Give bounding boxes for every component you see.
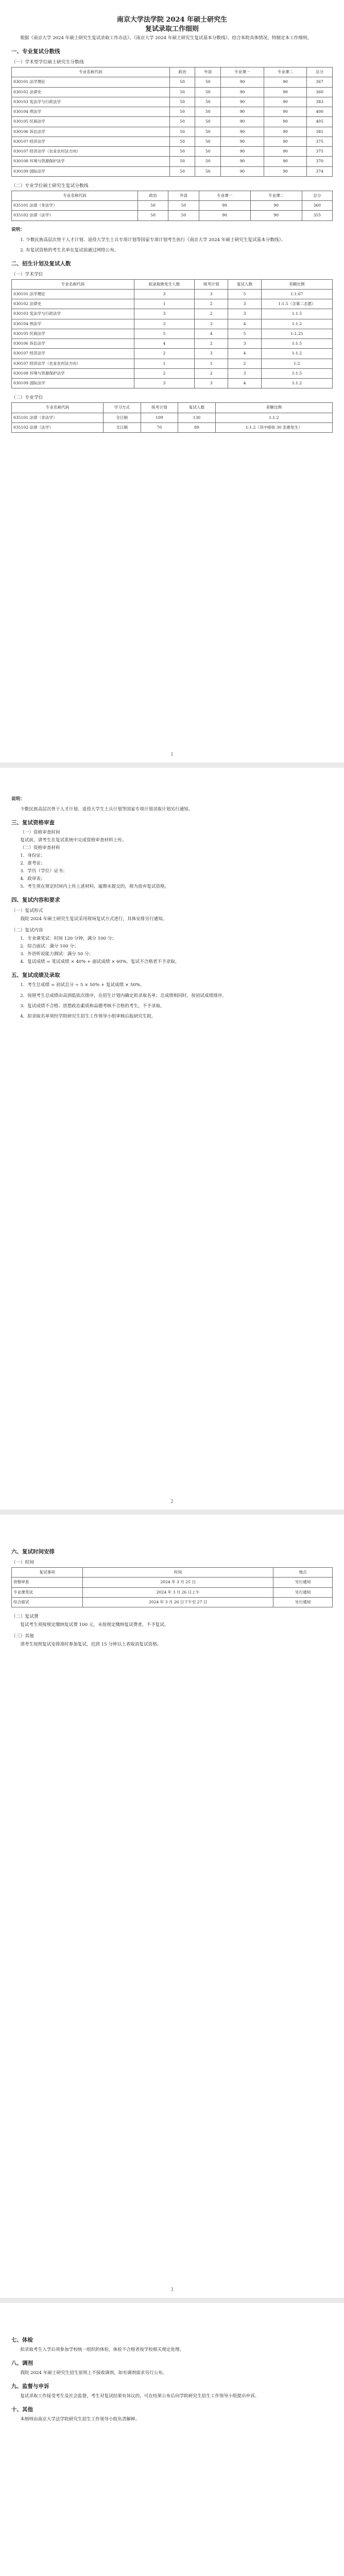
- table-cell: 90: [264, 117, 307, 127]
- table-cell: 030102 法律史: [12, 299, 134, 309]
- table-header-cell: 统考计划: [195, 279, 228, 289]
- list-item: （一）资格审查时间: [20, 830, 60, 836]
- table-cell: 50: [137, 201, 168, 211]
- table-cell: 50: [169, 97, 195, 107]
- table-cell: 全日制: [103, 422, 141, 432]
- table-professional-plan: [11, 402, 333, 433]
- table-header-cell: 复试人数: [228, 279, 262, 289]
- list-item: 4．政审表；: [20, 876, 45, 882]
- table-cell: 367: [307, 77, 333, 87]
- table-row: [12, 349, 333, 359]
- table-cell: 030102 法律史: [12, 87, 170, 97]
- table-cell: 3: [195, 379, 228, 388]
- section-9-heading: 九、监督与申诉: [11, 2383, 49, 2390]
- intro-paragraph: 根据《南京大学 2024 年硕士研究生复试录取工作办法》、《南京大学 2024 年硕士研究生复试基本分数线》，结合本院具体情况，特制定本工作细则。: [20, 36, 312, 41]
- table-cell: 1:1.2: [261, 349, 332, 359]
- table-cell: 70: [141, 422, 178, 432]
- table-cell: 030106 诉讼法学: [12, 339, 134, 349]
- table-row: [12, 1597, 333, 1607]
- table-header-cell: 差额比例: [261, 279, 332, 289]
- table-cell: 3: [134, 289, 194, 299]
- table-cell: 355: [302, 211, 332, 221]
- table-cell: 2024 年 3 月 26 日上午: [83, 1587, 273, 1597]
- section-8-heading: 八、调剂: [11, 2360, 33, 2367]
- table-cell: 5: [228, 329, 262, 338]
- table-cell: 专业课笔试: [12, 1587, 83, 1597]
- table-row: [12, 368, 333, 378]
- table-cell: 383: [307, 97, 333, 107]
- table-cell: 50: [195, 97, 221, 107]
- table-cell: 1:2: [261, 359, 332, 368]
- table-cell: 50: [195, 137, 221, 146]
- table-cell: 035101 法律（非法学）: [12, 201, 138, 211]
- table-cell: 90: [264, 137, 307, 146]
- table-cell: 89: [178, 422, 216, 432]
- table-cell: 90: [221, 127, 264, 137]
- table-cell: 360: [302, 201, 332, 211]
- table-cell: 030107 经济法学: [12, 349, 134, 359]
- table-cell: 90: [264, 87, 307, 97]
- table-cell: 90: [221, 107, 264, 117]
- page-3: [0, 1515, 344, 2303]
- note-line: 1. 少数民族高层次骨干人才计划、退役大学生士兵专项计划等国家专项计划考生执行《南京大学 2024 年硕士研究生复试基本分数线》。: [20, 237, 286, 243]
- table-cell: 资格审查: [12, 1578, 83, 1587]
- table-cell: 381: [307, 127, 333, 137]
- table-cell: 2024 年 3 月 25 日: [83, 1578, 273, 1587]
- table-cell: 030107 经济法学（农业农村法方向）: [12, 359, 134, 368]
- table-cell: 1: [134, 299, 194, 309]
- table-cell: 3: [228, 309, 262, 319]
- table-cell: 90: [221, 87, 264, 97]
- table-cell: 1:1.67: [261, 289, 332, 299]
- table-cell: 030107 经济法学: [12, 137, 170, 146]
- table-cell: 375: [307, 137, 333, 146]
- table-cell: 2: [134, 368, 194, 378]
- table-cell: 90: [199, 211, 250, 221]
- table-cell: 1:1.25: [261, 329, 332, 338]
- table-row: [12, 147, 333, 157]
- table-cell: 035102 法律（法学）: [12, 422, 104, 432]
- table-row: [12, 87, 333, 97]
- body-8: 我院 2024 年硕士研究生招生原则上不接收调剂，如有调剂需求另行公布。: [20, 2370, 167, 2376]
- sub-a-heading: （一）复试形式: [11, 908, 43, 914]
- table-header-cell: 专业名称代码: [12, 191, 138, 200]
- table-cell: 90: [264, 107, 307, 117]
- table-row: [12, 107, 333, 117]
- table-cell: 50: [169, 157, 195, 166]
- table-cell: 90: [221, 157, 264, 166]
- table-row: [12, 299, 333, 309]
- table-cell: 90: [264, 147, 307, 157]
- table-header-cell: 专业名称代码: [12, 67, 170, 77]
- table-cell: 4: [228, 349, 262, 359]
- table-cell: 030108 环境与资源保护法学: [12, 157, 170, 166]
- sub-fee-heading: （二）复试费: [11, 1614, 39, 1619]
- list-item: （二）资格审查材料: [20, 845, 60, 851]
- table-cell: 5: [228, 289, 262, 299]
- sub-time-heading: （一）时间: [11, 1560, 34, 1565]
- table-cell: 3: [134, 319, 194, 329]
- table-cell: 4: [228, 379, 262, 388]
- table-row: [12, 211, 333, 221]
- table-cell: 50: [195, 107, 221, 117]
- table-cell: 3: [228, 368, 262, 378]
- table-professional-cutoff: [11, 191, 333, 221]
- list-item: 1．专业课笔试：时间 120 分钟，满分 100 分；: [20, 936, 116, 942]
- table-cell: 50: [169, 137, 195, 146]
- table-cell: 50: [169, 87, 195, 97]
- table-row: [12, 379, 333, 388]
- table-cell: 50: [195, 87, 221, 97]
- table-cell: 90: [264, 127, 307, 137]
- table-cell: 50: [195, 147, 221, 157]
- list-item: 3．外语听说能力测试：满分 50 分；: [20, 952, 94, 957]
- table-cell: 375: [307, 147, 333, 157]
- body-7: 拟录取考生入学后须参加学校统一组织的体检，体检不合格者按学校相关规定处理。: [20, 2347, 184, 2352]
- table-cell: 90: [221, 166, 264, 176]
- table-cell: 030109 国际法学: [12, 379, 134, 388]
- note-line: 2. 有复试资格的考生名单在复试前通过网络公布。: [20, 247, 119, 253]
- section-10-heading: 十、其他: [11, 2406, 33, 2413]
- table-row: [12, 97, 333, 107]
- table-header-cell: 外语: [195, 67, 221, 77]
- body-5b: 2．按照考生总成绩由高到低依次排序，在招生计划内确定拟录取名单；总成绩相同时，按初试成绩排序。: [20, 993, 227, 998]
- qualification-list: [11, 829, 333, 891]
- note-label: 说明：: [11, 796, 25, 802]
- table-cell: 3: [134, 309, 194, 319]
- table-cell: 1:1.2: [215, 413, 332, 422]
- other-body: 请考生按照复试安排准时参加复试，迟到 15 分钟以上者取消复试资格。: [20, 1642, 162, 1648]
- table-cell: 50: [195, 77, 221, 87]
- table-cell: 030104 刑法学: [12, 319, 134, 329]
- section-7-heading: 七、体检: [11, 2337, 33, 2343]
- table-cell: 3: [195, 349, 228, 359]
- page-number: 1: [170, 752, 174, 757]
- table-cell: 90: [264, 77, 307, 87]
- table-header-cell: 复试事项: [12, 1568, 83, 1578]
- page-number: 3: [170, 2287, 174, 2293]
- section-6-heading: 六、复试时间安排: [11, 1549, 55, 1555]
- table-cell: 另行通知: [273, 1597, 333, 1607]
- table-cell: 374: [307, 166, 333, 176]
- table-cell: 405: [307, 117, 333, 127]
- table-cell: 3: [228, 299, 262, 309]
- table-cell: 2: [195, 339, 228, 349]
- body-5d: 4．拟录取名单须经学院研究生招生工作领导小组审核后报研究生院。: [20, 1013, 156, 1019]
- table-cell: 1:1.2（其中接收 30 名推免生）: [215, 422, 332, 432]
- title-line-1: 南京大学法学院 2024 年硕士研究生: [116, 16, 228, 24]
- table-cell: 1:1.5: [261, 368, 332, 378]
- title-line-2: 复试录取工作细则: [145, 25, 199, 33]
- section-5-heading: 五、复试成绩及录取: [11, 972, 60, 979]
- table-header-cell: 专业名称代码: [12, 279, 134, 289]
- list-item: 1．身份证；: [20, 853, 45, 859]
- list-item: 3．学历（学位）证书；: [20, 869, 67, 874]
- table-row: [12, 127, 333, 137]
- table-cell: 90: [221, 97, 264, 107]
- table-cell: 50: [195, 117, 221, 127]
- table-header-cell: 总分: [302, 191, 332, 200]
- table-row: [12, 329, 333, 338]
- table-cell: 90: [221, 147, 264, 157]
- table-header-cell: 专业名称代码: [12, 403, 104, 413]
- table-header-cell: 学习方式: [103, 403, 141, 413]
- table-cell: 50: [168, 211, 199, 221]
- list-item: 4．复试成绩 = 笔试成绩 × 40% + 面试成绩 × 60%，复试不合格者不予录取。: [20, 959, 180, 965]
- table-cell: 2: [228, 359, 262, 368]
- table-cell: 030105 民商法学: [12, 117, 170, 127]
- table-header-cell: 复试人数: [178, 403, 216, 413]
- table-cell: 1:1.5: [261, 339, 332, 349]
- table-header-cell: 时间: [83, 1568, 273, 1578]
- table-cell: 50: [169, 117, 195, 127]
- table-cell: 030101 法学理论: [12, 289, 134, 299]
- body-a: 我院 2024 年硕士研究生复试采用现场复试方式进行，具体安排另行通知。: [20, 917, 167, 922]
- table-cell: 035101 法律（非法学）: [12, 413, 104, 422]
- page-4: [0, 2303, 344, 2576]
- table-cell: 5: [134, 329, 194, 338]
- table-row: [12, 1587, 333, 1597]
- table-cell: 90: [264, 166, 307, 176]
- table-cell: 2: [195, 299, 228, 309]
- table-cell: 3: [228, 339, 262, 349]
- page-2: [0, 768, 344, 1515]
- table-cell: 130: [178, 413, 216, 422]
- section-1-heading: 一、专业复试分数线: [11, 48, 60, 55]
- table-cell: 50: [169, 166, 195, 176]
- table-cell: 90: [264, 157, 307, 166]
- table-row: [12, 166, 333, 176]
- table-row: [12, 157, 333, 166]
- table-header-cell: 外语: [168, 191, 199, 200]
- body-10: 本细则由南京大学法学院研究生招生工作领导小组负责解释。: [20, 2417, 140, 2422]
- table-cell: 030108 环境与资源保护法学: [12, 368, 134, 378]
- table-cell: 030103 宪法学与行政法学: [12, 97, 170, 107]
- table-cell: 90: [221, 137, 264, 146]
- table-cell: 109: [141, 413, 178, 422]
- table-header-cell: 专业课一: [221, 67, 264, 77]
- table-cell: 50: [137, 211, 168, 221]
- table-cell: 4: [228, 319, 262, 329]
- sub-b-heading: （二）复试内容: [11, 928, 43, 934]
- body-9: 复试录取工作接受考生及社会监督，考生对复试结果有异议的，可在结果公布后向学院研究生招生工作领导小组提出申诉。: [20, 2394, 260, 2399]
- table-cell: 另行通知: [273, 1578, 333, 1587]
- table-row: [12, 201, 333, 211]
- table-cell: 1: [134, 359, 194, 368]
- content-list: [11, 935, 333, 966]
- table-cell: 90: [264, 97, 307, 107]
- table-cell: 2: [134, 349, 194, 359]
- table-header-cell: 专业课一: [199, 191, 250, 200]
- table-cell: 1: [195, 359, 228, 368]
- notes-block: [11, 226, 333, 255]
- table-cell: 50: [169, 107, 195, 117]
- table-header-cell: 政治: [169, 67, 195, 77]
- table-cell: 3: [195, 319, 228, 329]
- list-item: 5．考生须在规定时间内上传上述材料，逾期未提交的，视为放弃复试资格。: [20, 884, 169, 890]
- note-body: 少数民族高层次骨干人才计划、退役大学生士兵计划等国家专项计划录取计划另行通知。: [20, 807, 193, 812]
- list-item: 2．准考证；: [20, 861, 45, 867]
- table-row: [12, 422, 333, 432]
- table-cell: 030104 刑法学: [12, 107, 170, 117]
- section-3-heading: 三、复试资格审查: [11, 820, 55, 826]
- table-cell: 400: [307, 107, 333, 117]
- table-cell: 50: [195, 127, 221, 137]
- table-header-cell: 地点: [273, 1568, 333, 1578]
- sub-3-heading: （一）学术学位: [11, 272, 43, 277]
- section-2-heading: 二、招生计划及复试人数: [11, 260, 71, 267]
- table-row: [12, 1578, 333, 1587]
- table-cell: 2: [195, 309, 228, 319]
- sub-other-heading: （三）其他: [11, 1634, 34, 1639]
- fee-body: 复试考生须按规定缴纳复试费 100 元，未按规定缴纳复试费者，不予复试。: [20, 1622, 169, 1628]
- table-academic-cutoff: [11, 67, 333, 177]
- document-title: [11, 15, 333, 33]
- table-cell: 1:1.2: [261, 379, 332, 388]
- table-row: [12, 359, 333, 368]
- note-line: 说明：: [11, 227, 25, 232]
- table-row: [12, 137, 333, 146]
- section-4-heading: 四、复试内容和要求: [11, 897, 60, 904]
- table-cell: 50: [169, 77, 195, 87]
- table-header-cell: 专业课二: [264, 67, 307, 77]
- list-item: 2．综合面试：满分 100 分；: [20, 944, 79, 950]
- table-cell: 50: [169, 127, 195, 137]
- sub-4-heading: （二）专业学位: [11, 395, 43, 401]
- table-header-cell: 总分: [307, 67, 333, 77]
- table-cell: 90: [250, 211, 302, 221]
- table-cell: 1:1.5（含第二志愿）: [261, 299, 332, 309]
- table-cell: 1:1.2: [261, 319, 332, 329]
- table-cell: 1:1.5: [261, 309, 332, 319]
- table-cell: 综合面试: [12, 1597, 83, 1607]
- table-cell: 50: [169, 147, 195, 157]
- table-header-cell: 专业课二: [250, 191, 302, 200]
- table-cell: 90: [199, 201, 250, 211]
- table-cell: 4: [134, 339, 194, 349]
- table-cell: 3: [134, 379, 194, 388]
- table-row: [12, 309, 333, 319]
- page-number: 2: [170, 1499, 174, 1504]
- table-cell: 50: [195, 166, 221, 176]
- table-cell: 50: [195, 157, 221, 166]
- table-header-cell: 拟录取推免生人数: [134, 279, 194, 289]
- table-header-cell: 统考计划: [141, 403, 178, 413]
- page-1: [0, 0, 344, 768]
- table-cell: 030109 国际法学: [12, 166, 170, 176]
- table-academic-plan: [11, 279, 333, 389]
- body-5a: 1．考生总成绩 = 初试总分 ÷ 5 × 50% + 复试成绩 × 50%。: [20, 982, 145, 988]
- table-header-cell: 政治: [137, 191, 168, 200]
- table-cell: 全日制: [103, 413, 141, 422]
- sub-1-heading: （一）学术型学位硕士研究生分数线: [11, 60, 84, 65]
- table-cell: 90: [250, 201, 302, 211]
- table-row: [12, 339, 333, 349]
- table-cell: 90: [221, 117, 264, 127]
- table-schedule: [11, 1567, 333, 1607]
- table-header-cell: 差额比例: [215, 403, 332, 413]
- body-5c: 3．复试成绩不合格、思想政治素质和品德考核不合格的考生，不予录取。: [20, 1003, 165, 1009]
- table-cell: 2: [195, 368, 228, 378]
- table-cell: 50: [168, 201, 199, 211]
- table-row: [12, 289, 333, 299]
- table-row: [12, 319, 333, 329]
- table-cell: 035102 法律（法学）: [12, 211, 138, 221]
- table-cell: 另行通知: [273, 1587, 333, 1597]
- table-cell: 3: [195, 289, 228, 299]
- table-cell: 360: [307, 87, 333, 97]
- table-row: [12, 77, 333, 87]
- sub-2-heading: （二）专业学位硕士研究生复试分数线: [11, 183, 89, 189]
- table-cell: 030101 法学理论: [12, 77, 170, 87]
- table-cell: 370: [307, 157, 333, 166]
- table-row: [12, 117, 333, 127]
- table-cell: 4: [195, 329, 228, 338]
- table-row: [12, 413, 333, 422]
- table-cell: 2024 年 3 月 26 日下午至 27 日: [83, 1597, 273, 1607]
- list-item: 复试前，请考生在复试系统中完成资格审查材料上传。: [20, 838, 127, 843]
- table-cell: 90: [221, 77, 264, 87]
- table-cell: 030105 民商法学: [12, 329, 134, 338]
- table-cell: 030106 诉讼法学: [12, 127, 170, 137]
- table-cell: 030107 经济法学（农业农村法方向）: [12, 147, 170, 157]
- table-cell: 030103 宪法学与行政法学: [12, 309, 134, 319]
